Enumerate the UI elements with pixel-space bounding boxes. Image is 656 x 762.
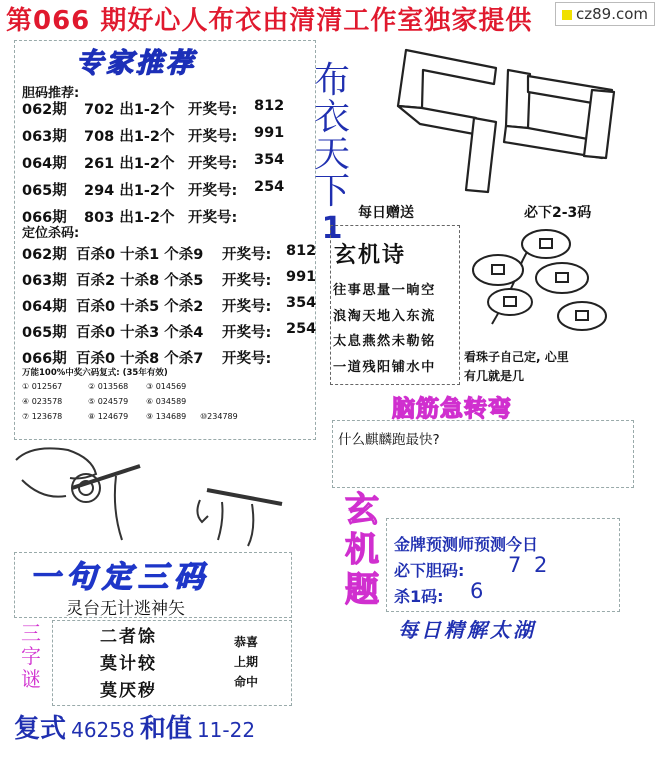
kill-row-open-label: 开奖号: — [222, 247, 272, 263]
kill-row-open-label: 开奖号: — [222, 325, 272, 341]
congrats-line: 命中 — [234, 675, 259, 689]
kill-row-open-label: 开奖号: — [222, 273, 272, 289]
xuanji-kill-label: 杀1码: — [394, 587, 444, 606]
kill-row-open-label: 开奖号: — [222, 351, 272, 367]
congrats-line: 恭喜 — [234, 635, 259, 649]
coins-drawing-icon — [462, 224, 622, 346]
dan-row-code: 294 出1-2个 — [84, 183, 175, 199]
page-title: 第066 期好心人布衣由清清工作室独家提供 — [6, 6, 533, 36]
kill-row-period: 063期 — [22, 273, 67, 289]
yiju-subtitle: 灵台无计逃神矢 — [66, 599, 185, 619]
kill-row-open: 354 — [286, 295, 317, 311]
xuanji-line1: 金牌预测师预测今日 — [394, 535, 539, 554]
buyi-char: 下 — [313, 171, 350, 212]
dan-row-open: 354 — [254, 152, 285, 168]
poem-line: 浪淘天地入东流 — [333, 308, 436, 324]
kill-row-kill: 百杀2 十杀8 个杀5 — [76, 273, 204, 289]
poem-title: 玄机诗 — [334, 243, 407, 268]
kill-row-open: 991 — [286, 269, 317, 285]
buyi-char: 天 — [313, 134, 350, 175]
dan-label: 胆码推荐: — [22, 86, 80, 101]
dan-row-open: 812 — [254, 98, 285, 114]
kill-row-kill: 百杀0 十杀1 个杀9 — [76, 247, 204, 263]
xuanji-char: 机 — [345, 530, 379, 570]
kill-row-open-label: 开奖号: — [222, 299, 272, 315]
dan-row-open-label: 开奖号: — [188, 102, 238, 118]
sanzi-char: 字 — [21, 644, 41, 668]
xuanji-char: 玄 — [345, 490, 379, 530]
six-code-item: ① 012567 — [22, 382, 63, 391]
six-code-item: ④ 023578 — [22, 397, 63, 406]
logo-square-icon — [562, 10, 572, 20]
dan-row-code: 803 出1-2个 — [84, 210, 175, 226]
kill-row-period: 065期 — [22, 325, 67, 341]
dan-row-period: 065期 — [22, 183, 67, 199]
kill-row-period: 062期 — [22, 247, 67, 263]
site-watermark[interactable] — [555, 2, 655, 26]
dan-row-period: 064期 — [22, 156, 67, 172]
riddle-question: 什么麒麟跑最快? — [338, 432, 440, 448]
kill-row-kill: 百杀0 十杀3 个杀4 — [76, 325, 204, 341]
poem-line: 一道残阳铺水中 — [333, 359, 436, 375]
sanzi-congrats — [234, 632, 258, 692]
xuanji-dan-value: 7 2 — [508, 553, 551, 577]
xuanji-char: 题 — [345, 570, 379, 610]
dan-row-code: 261 出1-2个 — [84, 156, 175, 172]
dan-row-open-label: 开奖号: — [188, 129, 238, 145]
dan-row-open-label: 开奖号: — [188, 156, 238, 172]
coins-caption-2: 有几就是几 — [464, 369, 525, 383]
dan-row-period: 062期 — [22, 102, 67, 118]
dan-row-code: 708 出1-2个 — [84, 129, 175, 145]
must-code-label: 必下2-3码 — [524, 205, 592, 221]
fushi-line — [14, 708, 255, 745]
dan-row-open: 254 — [254, 179, 285, 195]
poem-line: 往事思量一晌空 — [333, 283, 436, 298]
knot-symbol-icon — [378, 40, 633, 198]
buyi-char: 布 — [313, 60, 350, 101]
xuanji-dan-label: 必下胆码: — [394, 561, 465, 580]
buyi-vertical-title — [312, 62, 352, 247]
six-code-item: ⑧ 124679 — [88, 412, 129, 421]
xuanji-kill-value: 6 — [470, 579, 484, 603]
sanzi-char: 三 — [21, 621, 41, 645]
six-code-item: ⑨ 134689 — [146, 412, 187, 421]
xuanji-vertical-title — [340, 490, 384, 610]
sanzi-lines — [100, 624, 157, 705]
six-code-item: ⑥ 034589 — [146, 397, 187, 406]
kill-label: 定位杀码: — [22, 226, 80, 241]
kill-row-period: 066期 — [22, 351, 67, 367]
sanzi-char: 谜 — [21, 667, 41, 691]
poem-lines — [333, 278, 457, 380]
buyi-char: 衣 — [313, 97, 350, 138]
kill-row-period: 064期 — [22, 299, 67, 315]
experts-heading: 专家推荐 — [76, 48, 196, 79]
dan-row-open-label: 开奖号: — [188, 210, 238, 226]
riddle-title: 脑筋急转弯 — [392, 396, 512, 422]
kill-row-open: 812 — [286, 243, 317, 259]
buyi-number: 1 — [321, 211, 343, 246]
dan-row-code: 702 出1-2个 — [84, 102, 175, 118]
sanzi-line: 莫计较 — [100, 654, 157, 674]
sanzi-line: 莫厌秽 — [100, 681, 157, 701]
six-code-item: ⑤ 024579 — [88, 397, 129, 406]
daily-gift-label: 每日赠送 — [358, 205, 414, 221]
hands-drawing-icon — [12, 440, 297, 550]
sanzi-vertical-title — [16, 622, 46, 691]
six-code-item: ⑦ 123678 — [22, 412, 63, 421]
six-code-label: 万能100%中奖六码复式: (35年有效) — [22, 368, 168, 378]
six-code-item: ② 013568 — [88, 382, 129, 391]
congrats-line: 上期 — [234, 655, 259, 669]
fushi-label: 复式 — [14, 714, 67, 744]
hezhi-label: 和值 — [139, 714, 192, 744]
dan-row-open-label: 开奖号: — [188, 183, 238, 199]
yiju-title: 一句定三码 — [30, 560, 210, 595]
poem-line: 太息燕然未勒铭 — [333, 334, 436, 349]
hezhi-value: 11-22 — [196, 718, 256, 742]
fushi-value: 46258 — [71, 718, 135, 742]
watermark-text: cz89.com — [576, 5, 649, 23]
kill-row-kill: 百杀0 十杀5 个杀2 — [76, 299, 204, 315]
coins-caption-1: 看珠子自己定, 心里 — [464, 350, 569, 364]
dan-row-period: 063期 — [22, 129, 67, 145]
dan-row-period: 066期 — [22, 210, 67, 226]
sanzi-line: 二者馀 — [100, 627, 157, 647]
six-code-item: ⑩234789 — [200, 412, 238, 421]
kill-row-open: 254 — [286, 321, 317, 337]
six-code-item: ③ 014569 — [146, 382, 187, 391]
dan-row-open: 991 — [254, 125, 285, 141]
xuanji-footer: 每日精解太湖 — [398, 618, 536, 642]
kill-row-kill: 百杀0 十杀8 个杀7 — [76, 351, 204, 367]
